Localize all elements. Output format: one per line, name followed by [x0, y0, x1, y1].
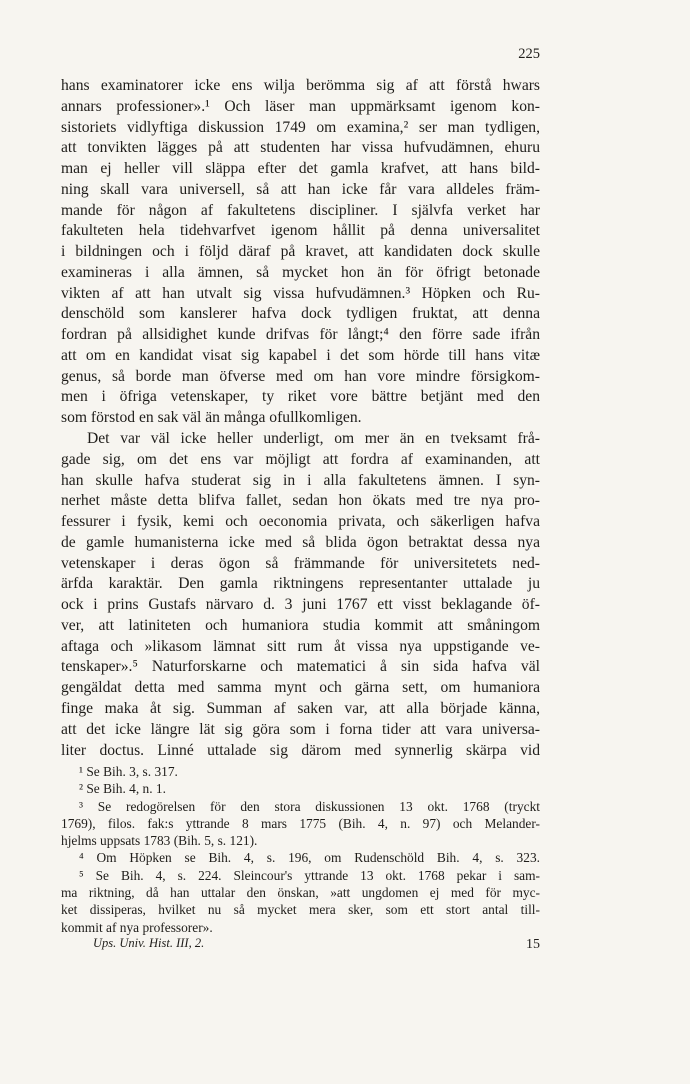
text-line: ning skall vara universell, så att han icke får vara alldeles främ- — [61, 180, 540, 198]
footnote-3-cont: 1769), filos. fak:s yttrande 8 mars 1775 (Bih. 4, n. 97) och Melander- — [61, 815, 540, 831]
text-line: de gamle humanisterna icke med så blida ögon betraktat dessa nya — [61, 533, 540, 551]
footnote-5-cont: kommit af nya professorer». — [61, 919, 213, 935]
footnotes — [61, 763, 540, 936]
text-line: liter doctus. Linné uttalade sig därom med synnerlig skärpa vid — [61, 741, 540, 759]
sheet-signature-row — [61, 936, 540, 954]
text-line: hans examinatorer icke ens wilja berömma sig af att förstå hwars — [61, 77, 540, 94]
footnote-5-cont: ket dissiperas, hvilket nu så mycket mera sker, som ett stort antal till- — [61, 902, 540, 918]
text-line: fordran på allsidighet kunde drifvas för långt;⁴ den förre sade ifrån — [61, 326, 540, 344]
page-number: 225 — [518, 46, 540, 62]
text-line: han skulle hafva studerat sig in i alla fakultetens ämnen. I syn- — [61, 471, 540, 489]
text-line: vetenskaper i deras ögon så främmande för universitetets ned- — [61, 554, 540, 572]
text-line: mande för någon af fakultetens discipliner. I självfa verket har — [61, 201, 540, 219]
text-line: gengäldat detta med samma mynt och gärna sett, om humaniora — [61, 679, 540, 697]
text-line: gade sig, om det ens var möjligt att fordra af examinanden, att — [61, 450, 540, 468]
text-line: ver, att latiniteten och humaniora studia kommit att småningom — [61, 616, 540, 634]
text-line: annars professioner».¹ Och läser man uppmärksamt igenom kon- — [61, 97, 540, 115]
text-line: fakulteten hela tidehvarfvet igenom hållit på denna universalitet — [61, 222, 540, 240]
text-line: fessurer i fysik, kemi och oeconomia privata, och säkerligen hafva — [61, 513, 540, 531]
footnote-1: ¹ Se Bih. 3, s. 317. — [79, 764, 178, 779]
text-line: genus, så borde man öfverse med om han vore mindre försigkom- — [61, 367, 540, 385]
text-line: i bildningen och i följd däraf på kravet, att kandidaten dock skulle — [61, 243, 540, 261]
text-line: aftaga och »likasom lämnat sitt rum åt vissa nya uppstigande ve- — [61, 637, 540, 655]
body-text — [61, 76, 540, 761]
text-line: att det icke längre lät sig göra som i forna tider att vara universa- — [61, 720, 540, 738]
text-line: nerhet måste detta blifva fallet, sedan hon ökats med tre nya pro- — [61, 492, 540, 510]
sheet-signature: Ups. Univ. Hist. III, 2. — [93, 936, 205, 950]
text-line: ock i prins Gustafs närvaro d. 3 juni 1767 ett visst beklagande öf- — [61, 596, 540, 614]
text-line: tenskaper».⁵ Naturforskarne och matematici å sin sida hafva väl — [61, 658, 540, 676]
text-line: denschöld som kanslerer hafva dock tydligen fruktat, att denna — [61, 305, 540, 323]
sheet-number: 15 — [526, 937, 540, 952]
footnote-4: ⁴ Om Höpken se Bih. 4, s. 196, om Rudenschöld Bih. 4, s. 323. — [79, 850, 540, 866]
text-line: sistoriets vidlyftiga diskussion 1749 om examina,² ser man tydligen, — [61, 118, 540, 136]
text-line: att om en kandidat visat sig kapabel i det som hörde till hans vitæ — [61, 346, 540, 364]
text-line: vikten af att han utvalt sig vissa hufvudämnen.³ Höpken och Ru- — [61, 284, 540, 302]
text-line: finge maka åt sig. Summan af saken var, att alla började känna, — [61, 699, 540, 717]
text-line: att tonvikten lägges på att studenten har vissa hufvudämnen, ehuru — [61, 139, 540, 157]
text-line: men i öfriga vetenskaper, ty riket vore bättre betjänt med den — [61, 388, 540, 406]
text-line: ärfda karaktär. Den gamla riktningens representanter uttalade ju — [61, 575, 540, 593]
footnote-2: ² Se Bih. 4, n. 1. — [79, 781, 166, 797]
footnote-5: ⁵ Se Bih. 4, s. 224. Sleincour's yttrande 13 okt. 1768 pekar i sam- — [79, 867, 540, 883]
text-line: examineras i alla ämnen, så mycket hon än för öfrigt betonade — [61, 263, 540, 281]
text-line: som förstod en sak väl än många ofullkomligen. — [61, 409, 362, 427]
footnote-5-cont: ma riktning, då han uttalar den önskan, »att ungdomen ej med för myc- — [61, 885, 540, 901]
footnote-3-cont: hjelms uppsats 1783 (Bih. 5, s. 121). — [61, 833, 258, 849]
paragraph-start-line: Det var väl icke heller underligt, om mer än en tveksamt frå- — [87, 430, 540, 448]
text-line: man ej heller vill släppa efter det gamla krafvet, att hans bild- — [61, 160, 540, 178]
footnote-3: ³ Se redogörelsen för den stora diskussionen 13 okt. 1768 (tryckt — [79, 798, 540, 814]
